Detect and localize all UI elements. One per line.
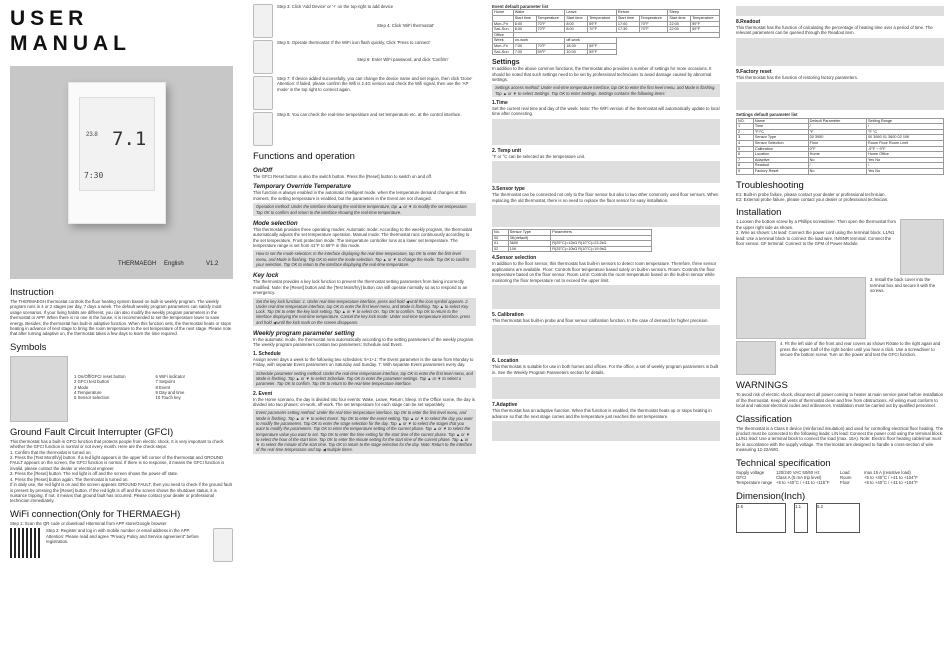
calibration-method <box>492 325 720 355</box>
phone-screenshot <box>253 76 273 110</box>
phone-screenshot <box>253 40 273 74</box>
cover-column: USER MANUAL 7.1 23.8 7:30 THERMAEGH English V1.2 Instruction The THERMAEGH thermostat controls the floor heating system based on built-in weekly program. The weekly program runs in 4 or 2 stages per day, 7 days a week. The default weekly program parameters can satisfy most usage scenarios. If your living habits are different, you can also modify the weekly program parameters in the thermostat or APP. When there is no one in the house, it is recommended to set the temperature lower to save energy. Besides, the thermostat has built-in adaptive function. When this function sets, the thermostat heats or stops heating in advance of next stage to bring the room temperature to the set temperature of the next stage. Please note that after turning adaptive on, the thermostat takes a few days to learn the time required. Symbols 1 On/Off/GFCI reset button 2 GFCI test button 3 Mode 4 Temperature 5 Sensor selection 6 WiFi indicator 7 Setpoint 8 Event 9 Day and time 10 Touch key Ground Fault Circuit Interrupter (GFCI) This thermostat has a built-in GFCI function that protects people from electric shock. It is very important to check whether the GFCI function is normal or not every month. Here are the check steps: 1. Confirm that the thermostat is turned on. 2. Press the [Test Mont/h/y] button. If a red light appears in the upper left corner of the thermostat and GROUND FAULT appears on the screen, the GFCI function is normal. If there is no response, it means the GFCI function is invalid, please contact the dealer or electrical engineer. 3. Press the [Reset] button. The red light is off and the screen shows the power-off state. 4. Press the [Reset] button again. The thermostat is turned on. If in daily use, the red light is on and the screen appears GROUND FAULT, then you need to check if the ground fault is present by pressing the [Reset] button. If the red light is off and the screen shows the shutdown status, it is nuisance tripping. If not, it means that ground fault has occurred. Please contact your dealer or professional technician immediately. WiFi connection(Only for THERMAEGH) Step 1: Scan the QR code or download Hiterminal from APP store/Google browser Step 2: Register and log in with mobile number or email address in the APP. Attention: Please read and agree "Privacy Policy and Service agreement" before registration. <box>0 0 243 671</box>
title-line1: USER <box>10 7 89 30</box>
language: English <box>164 261 184 267</box>
tech-spec-grid: Supply voltage 120/240 VAC 50/60 Hz Load max 15 A (resistive load) GFCI Class A (5 mA trip level) Room +5 to +40°C / +41 to +104°F Temperature range +5 to +40°C / +41 to +115°F Floor +5 to +40°C / +41 to +104°F <box>736 469 918 486</box>
brand-name: THERMAEGH <box>118 261 157 267</box>
factory-reset-method <box>736 82 944 110</box>
symbols-block <box>10 356 233 422</box>
cover-image <box>10 66 233 279</box>
gfci-note: If in daily use, the red light is on and the screen appears GROUND FAULT, then you need to check if the ground fault is present by pressing the [Reset] button. If the red light is off and the screen shows the shutdown status, it is nuisance tripping. If not, it means that ground fault has occurred. Please contact your dealer or professional technician immediately. <box>10 482 232 504</box>
readout-method <box>736 38 944 66</box>
table-row: 3 Sensor Type 00 3950 00 3950 01 3600 02 10K <box>737 135 944 141</box>
functions-heading: Functions and operation <box>253 151 355 162</box>
install-image <box>900 219 944 275</box>
table-row: 1 Time / / <box>737 124 944 130</box>
adaptive-method-continued <box>736 6 944 16</box>
wiring-diagram <box>736 277 866 339</box>
thermostat-screen: 7.1 23.8 7:30 <box>79 97 155 191</box>
table-row: 8 Readout / / <box>737 163 944 169</box>
wifi-heading: WiFi connection(Only for THERMAEGH) <box>10 508 181 520</box>
table-row: 4 Sensor Selection Floor Room Floor Room Limit <box>737 141 944 147</box>
thermostat-image <box>68 82 166 224</box>
instruction-text: The THERMAEGH thermostat controls the floor heating system based on built-in weekly program. The weekly program runs in 4 or 2 stages per day, 7 days a week. The default weekly program parameters can satisfy most usage scenarios. If your living habits are different, you can also modify the weekly program parameters in the thermostat or APP. When there is no one in the house, it is recommended to set the temperature lower to save energy. Besides, the thermostat has built-in adaptive function. When this function sets, the thermostat heats or stops heating in advance of next stage to bring the room temperature to the set temperature of the next stage. Please note that after turning adaptive on, the thermostat takes a few days to learn the time required. <box>10 299 232 337</box>
settings-default-table: NO. Name Default Parameter Setting Range 1 Time / / 2 °F/°C °F °F °C 3 Sensor Type 00 3950 00 3950 01 3600 02 10K 4 Sensor Selection Floor Room Floor Room Limit 5 Calibration 0°F -9°F ~ 9°F 6 Location Home Home Office 7 Adaptive No Yes No 8 Readout / / 9 Factory Reset No Yes No <box>736 118 944 175</box>
temp-unit-method <box>492 161 720 183</box>
phone-screenshot <box>253 112 273 146</box>
phone-screenshot <box>213 528 233 562</box>
sensor-selection-method <box>492 285 720 309</box>
install-column: 8.Readout This thermostat has the function of calculating the percentage of heating time over a period of time. The relevant parameters can be queried through the Readout item. 9.Factory reset This thermostat has the function of restoring factory parameters. Settings default parameter list NO. Name Default Parameter Setting Range 1 Time / / 2 °F/°C °F °F °C 3 Sensor Type 00 3950 00 3950 01 3600 02 10K 4 Sensor Selection Floor Room Floor Room Limit 5 Calibration 0°F -9°F ~ 9°F 6 Location Home Home Office 7 Adaptive No Yes No 8 Readout / / 9 Factory Reset No Yes No Troubleshooting E1: Built-in probe failure, please contact your dealer or professional technician. E2: External probe failure, please contact your dealer or professional technician. Installation 1.Loosen the bottom screw by a Phillips screwdriver. Then open the thermostat from the upper right side as shown. 2. Wire as shown: LN lead: Connect the power cord using the terminal block. L1/N1 lead: Use a terminal block to connect the load wire. IN/SNR terminal: Connect the floor sensor. GF terminal: Connect to the GFM of Power Module. 3. Install the back cover into the terminal box and secure it with the screws. 4. Fit the left side of the front and rear covers as shown Rotate to the right again and press the upper half of the right border until you hear a click. Use a screwdriver to secure the bottom screw. Turn on the power and test the GFCI function. WARNINGS To avoid risk of electric shock, disconnect all power coming to heater at main service panel before installation of the thermostat. Keep all vents of thermostat clean and free from obstructions. All wiring must conform to local and national electrical codes and ordinances. Installation must be carried out by qualified personnel. Classification The thermostat is a Class II device (reinforced insulation) and used for controlling electrical floor heating. The product must be connected to the following leads: L/N lead: Connect the power cord using the terminal block. L1/N1 lead: Use a terminal block to connect the load (max. 15A). Note: Electric floor heating cable/mat must be in accordance with the supply voltage. The thermostat are designed to handle a cross-section of wire measuring 12-22AWG. Technical specification Supply voltage 120/240 VAC 50/60 Hz Load max 15 A (resistive load) GFCI Class A (5 mA trip level) Room +5 to +40°C / +41 to +104°F Temperature range +5 to +40°C / +41 to +115°F Floor +5 to +40°C / +41 to +104°F Dimension(Inch) 3.6 1.1 5.2 <box>730 0 950 671</box>
dimension-drawings: 3.6 1.1 5.2 <box>736 503 944 533</box>
title-line2: MANUAL <box>10 32 131 55</box>
symbols-heading: Symbols <box>10 341 47 353</box>
table-row: 9 Factory Reset No Yes No <box>737 168 944 174</box>
settings-column: Event default parameter list Home Wake Leave Return Sleep Start time Temperature Start time Temperature Start time Temperature Start time Temperature Mon–Fri 6:00 70°F 8:00 59°F 17:00 70°F 22:00 59°F Sat–Sun 8:00 70°F 8:00 70°F 17:30 70°F 22:00 59°F Office Week on-work off-work Mon–Fri 7:00 70°F 18:00 59°F Sat–Sun 7:00 59°F 10:00 59°F Settings In addition to the above common functions, the thermostat also provides a number of settings for more occasions. It should be noted that such settings need to be set by professional technicians to avoid damage caused by abnormal settings. Settings access method: Under real-time temperature interface, tap OK to enter the first level menu, and Mode is flashing. Tap ▲ or ▼ to select Settings. Tap OK to enter Settings. Settings contains the following items: 1.Time Set the current real time and day of the week. Note: The WiFi version of the thermostat will automatically update to local time after connecting. 2. Temp unit °F or °C can be selected as the temperature unit. 3.Sensor type The thermostat can be connected not only to the floor sensor but also to two other commonly used floor sensors. When replacing the old thermostat, there is no need to replace the floor sensor for easy installation. No. Sensor Type Parameters 00 3K(default) 01 3600 R(25°C)=12kΩ R(10°C)=23.2kΩ 02 10K R(25°C)=10kΩ R(10°C)=19.9kΩ 4.Sensor selection In addition to the floor sensor, this thermostat has built-in sensors to detect room temperature. Therefore, three sensor applications are available. Floor: Controls floor temperature based solely on built-in sensors. Room: Controls the floor temperature based on the floor sensor. Room Limit: Controls the room temperature based on the built-in sensor while monitoring the floor temperature not to exceed the upper limit. 5. Calibration This thermostat has built-in probe and floor sensor calibration function. In the case of demand for higher precision. 6. Location This thermostat is suitable for use in both homes and offices. For the office, a set of weekly program parameters is built in. See the Weekly Program Parameters section for details. 7.Adaptive This thermostat has an adaptive function. When this function is enabled, the thermostat heats up or stops heating in advance so that the next stage comes and the temperature just reaches the set temperature. <box>486 0 726 671</box>
gfci-text: This thermostat has a built-in GFCI function that protects people from electric shock. It is very important to check whether the GFCI function is normal or not every month. Here are the check steps: <box>10 438 224 450</box>
qr-code-icon[interactable] <box>10 528 40 558</box>
table-row: Sat–Sun 7:00 59°F 10:00 59°F <box>493 49 720 55</box>
location-method <box>492 377 720 399</box>
time-setting-method <box>492 119 720 145</box>
adaptive-method <box>492 421 720 441</box>
sensor-type-table: No. Sensor Type Parameters 00 3K(default) 01 3600 R(25°C)=12kΩ R(10°C)=23.2kΩ 02 10K R(25°C)=10kΩ R(10°C)=19.9kΩ <box>492 229 652 252</box>
version: V1.2 <box>206 261 219 267</box>
table-row: 5 Calibration 0°F -9°F ~ 9°F <box>737 146 944 152</box>
symbols-diagram <box>10 356 68 422</box>
symbols-list: 1 On/Off/GFCI reset button 2 GFCI test button 3 Mode 4 Temperature 5 Sensor selection 6 WiFi indicator 7 Setpoint 8 Event 9 Day and time 10 Touch key <box>74 373 186 401</box>
table-row: 2 °F/°C °F °F °C <box>737 129 944 135</box>
functions-column: Step 3: Click 'Add Device' or '+' on the top-right to add device Step 4: Click 'WiFi thermostat' Step 5: Operate thermostat: If the WiFi icon flash quickly, Click 'Press to connect' Step 6: Enter WiFi password, and click 'Confirm' Step 7: If device added successfully, you can change the device name and set region, then click 'Done' Attention: If failed, please confirm the Wifi is 2.4G version and check the Wifi signal, then use the 'AP mode' in the top right to connect again. Step 8: You can check the real-time temperature and set temperature etc. at the control interface. Functions and operation On/Off The GFCI Reset button is also the switch button. Press the [Reset] button to switch on and off. Temporary Override Temperature This function is always enabled in the automatic intelligent mode. when the temperature demand changes at this moment, the setting temperature is enabled, but the parameters in the Event are not changed. Operation method: Under the interface showing the real-time temperature, tap ▲ or ▼ to modify the set temperature. Tap OK to confirm and return to the interface showing the real-time temperature. Mode selection This thermostat provides three operating modes: Automatic mode: According to the weekly program, the thermostat automatically adjusts the set temperature operation. Manual mode: The thermostat runs continuously according to the set temperature. Frost protection mode: The temperature controller runs at a lower set temperature. The temperature range is set from 41°F to 59°F in this mode. How to set the mode selection: In the interface displaying the real-time temperature, tap OK to enter the first level menu, and Mode is flashing. Tap OK to enter the mode selection. Tap ▲ or ▼ to change the mode. Tap OK to confirm your selection. Tap OK to return to the interface displaying the real-time temperature. Key lock The thermostat provides a key lock function to prevent the thermostat setting parameters from being incorrectly modified. Note: the [Reset] button and the [Test Mont/h/y] button can still operate normally so as to respond to an emergency. Set the key lock function: 1. Under real-time temperature interface, press and hold ◀ until the icon symbol appears. 2. Under real-time temperature interface, tap OK to enter the first level menu, and Mode is flashing. Tap ▲ to select Key Lock. Tap OK to enter the key lock setting. Tap ▲ or ▼ to select On. Tap OK to confirm. Tap OK to return to the interface displaying the real-time temperature. Cancel the key lock mode: Under real-time temperature interface, press and hold ◀ until the lock mark on the screen disappears. Weekly program parameter setting In the automatic mode, the thermostat runs automatically according to the setting parameters of the weekly program. The weekly program parameters contain two parameters: Schedule and Event. 1. Schedule Assign seven days a week to the following two schedules: 5+1+1: The Event parameter is the same from Monday to Friday, with separate Event parameters on Saturday and Sunday. 7: With separate Event parameters every day. Schedule parameter setting method: Under the real-time temperature interface, tap OK to enter the first level menu, and Mode is flashing. Tap ▲ or ▼ to select Schedule. Tap OK to enter the parameter settings. Tap ▲ or ▼ to select a parameter. Tap OK to confirm. Tap OK to return to the real-time temperature interface. 2. Event In the Home scenario, the day is divided into four events: Wake, Leave, Return, Sleep. In the Office scene, the day is divided into two phases: on-work, off-work. The set temperature for each stage can be set separately. Event parameter setting method: Under the real-time temperature interface, tap OK to enter the first level menu, and Mode is flashing. Tap ▲ or ▼ to select Event. Tap OK to enter the event setting. Tap ▲ or ▼ to select the day you want to modify the parameters. Tap OK to enter the stage selection for the day. Tap ▲ or ▼ to select the stages that you want to modify the parameters. Tap OK to enter the temperature setting of the current phase. Tap ▲ or ▼ to select the temperature value you want to set. Tap OK to enter the time setting for the start time of the current phase. Tap ▲ or ▼ to select the hour of the start time. Tap OK to enter the minute setting for the start time of the current phase. Tap ▲ or ▼ to select the minute of the start time. Tap OK to return to the stage selection for the day. Note: Return to the interface of the real-time temperature and tap ◀ multiple times. <box>253 4 475 453</box>
table-row: 6 Location Home Home Office <box>737 152 944 158</box>
phone-screenshot <box>253 4 273 38</box>
table-row: 7 Adaptive No Yes No <box>737 157 944 163</box>
table-row: Mon–Fri 7:00 70°F 18:00 59°F <box>493 43 720 49</box>
install-image <box>736 341 776 375</box>
instruction-heading: Instruction <box>10 287 54 298</box>
gfci-heading: Ground Fault Circuit Interrupter (GFCI) <box>10 426 174 438</box>
table-row: Mon–Fri 6:00 70°F 8:00 59°F 17:00 70°F 22:00 59°F <box>493 21 720 27</box>
sensor-type-method <box>492 205 720 227</box>
event-default-table: Home Wake Leave Return Sleep Start time Temperature Start time Temperature Start time Temperature Start time Temperature Mon–Fri 6:00 70°F 8:00 59°F 17:00 70°F 22:00 59°F Sat–Sun 8:00 70°F 8:00 70°F 17:30 70°F 22:00 59°F Office Week on-work off-work Mon–Fri 7:00 70°F 18:00 59°F Sat–Sun 7:00 59°F 10:00 59°F <box>492 9 720 55</box>
table-row: Sat–Sun 8:00 70°F 8:00 70°F 17:30 70°F 22:00 59°F <box>493 27 720 33</box>
